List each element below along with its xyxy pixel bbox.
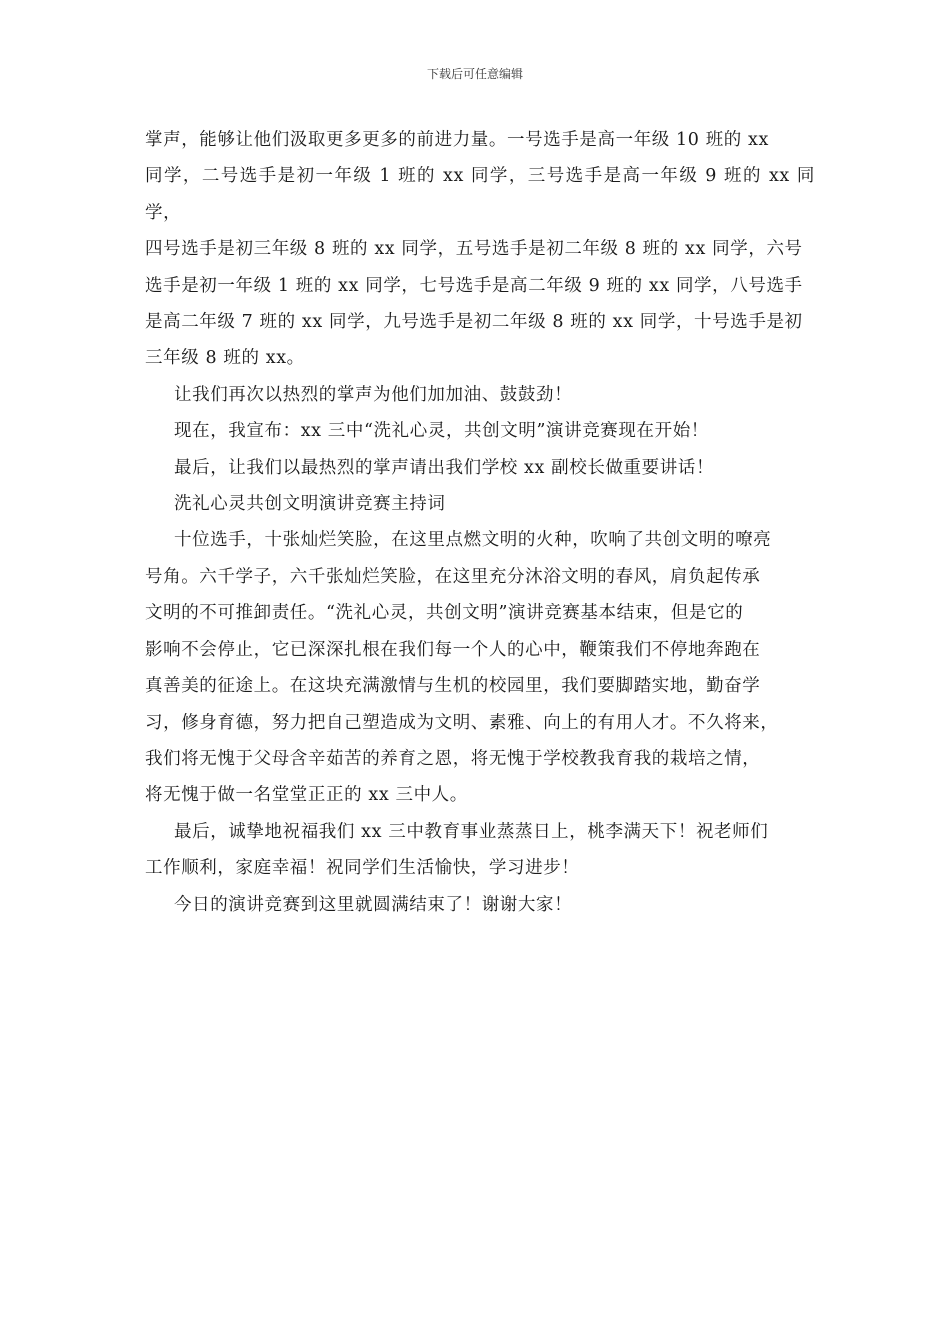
text-line: 最后，诚挚地祝福我们 xx 三中教育事业蒸蒸日上，桃李满天下！祝老师们 bbox=[174, 821, 769, 842]
page-header: 下载后可任意编辑 bbox=[426, 67, 523, 81]
paragraph-closing-speech bbox=[145, 522, 815, 813]
paragraph-contestants bbox=[145, 122, 815, 377]
document-body bbox=[145, 122, 815, 923]
paragraph-ending bbox=[145, 887, 815, 923]
text-line: 选手是初一年级 1 班的 xx 同学，七号选手是高二年级 9 班的 xx 同学，八号选手 bbox=[145, 275, 803, 296]
text-line: 十位选手，十张灿烂笑脸，在这里点燃文明的火种，吹响了共创文明的嘹亮 bbox=[174, 530, 772, 551]
section-title bbox=[145, 486, 815, 522]
text-line: 文明的不可推卸责任。“洗礼心灵，共创文明”演讲竞赛基本结束，但是它的 bbox=[145, 603, 744, 624]
text-line: 我们将无愧于父母含辛茹苦的养育之恩，将无愧于学校教我育我的栽培之情， bbox=[145, 748, 761, 769]
text-line: 最后，让我们以最热烈的掌声请出我们学校 xx 副校长做重要讲话！ bbox=[174, 457, 715, 478]
text-line: 让我们再次以热烈的掌声为他们加加油、鼓鼓劲！ bbox=[174, 384, 573, 405]
text-line: 三年级 8 班的 xx。 bbox=[145, 348, 305, 369]
paragraph-vice-principal bbox=[145, 450, 815, 486]
paragraph-applause bbox=[145, 377, 815, 413]
text-line: 掌声，能够让他们汲取更多更多的前进力量。一号选手是高一年级 10 班的 xx bbox=[145, 130, 769, 150]
text-line: 习，修身育德，努力把自己塑造成为文明、素雅、向上的有用人才。不久将来， bbox=[145, 712, 779, 733]
paragraph-blessings bbox=[145, 814, 815, 887]
text-line: 是高二年级 7 班的 xx 同学，九号选手是初二年级 8 班的 xx 同学，十号选手是初 bbox=[145, 312, 803, 333]
text-line: 真善美的征途上。在这块充满激情与生机的校园里，我们要脚踏实地，勤奋学 bbox=[145, 676, 761, 697]
text-line: 影响不会停止，它已深深扎根在我们每一个人的心中，鞭策我们不停地奔跑在 bbox=[145, 639, 761, 660]
text-line: 工作顺利，家庭幸福！祝同学们生活愉快，学习进步！ bbox=[145, 858, 580, 879]
text-line: 现在，我宣布：xx 三中“洗礼心灵，共创文明”演讲竞赛现在开始！ bbox=[174, 421, 709, 442]
paragraph-announcement bbox=[145, 413, 815, 449]
text-line: 四号选手是初三年级 8 班的 xx 同学，五号选手是初二年级 8 班的 xx 同学，六号 bbox=[145, 239, 803, 260]
text-line: 号角。六千学子，六千张灿烂笑脸，在这里充分沐浴文明的春风，肩负起传承 bbox=[145, 566, 761, 587]
text-line: 同学，二号选手是初一年级 1 班的 xx 同学，三号选手是高一年级 9 班的 xx 同学， bbox=[145, 166, 815, 223]
text-line: 洗礼心灵共创文明演讲竞赛主持词 bbox=[174, 494, 446, 515]
text-line: 今日的演讲竞赛到这里就圆满结束了！谢谢大家！ bbox=[174, 894, 573, 915]
text-line: 将无愧于做一名堂堂正正的 xx 三中人。 bbox=[145, 785, 468, 806]
